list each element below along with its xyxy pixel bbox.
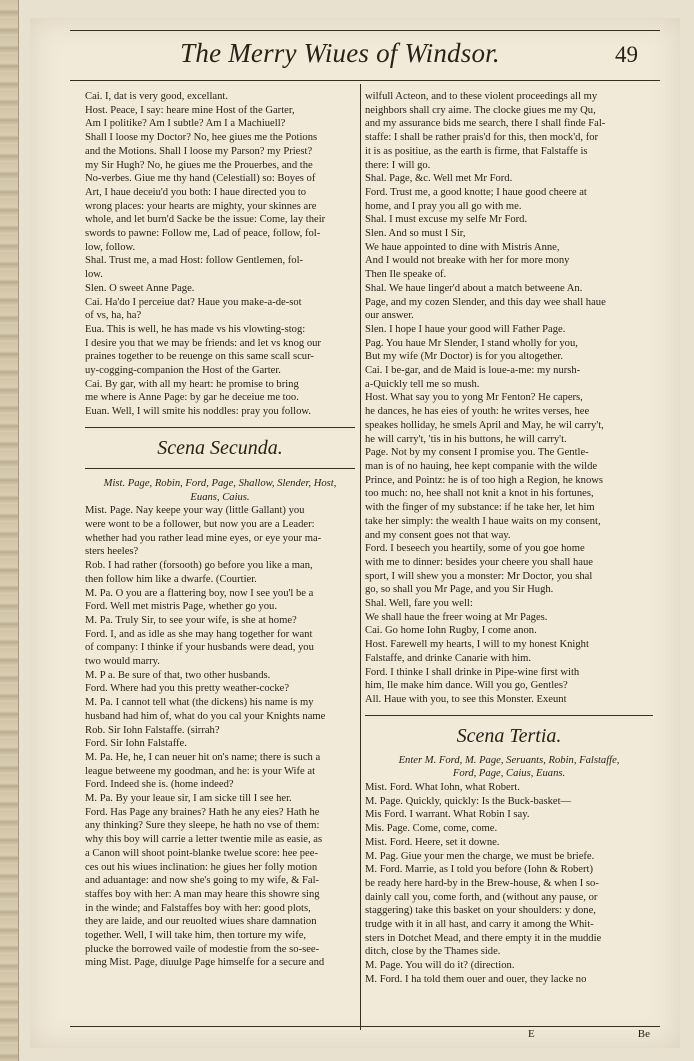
text-line: sters heeles?	[85, 546, 139, 558]
text-line: Ford. I beseech you heartily, some of you goe home	[365, 543, 585, 555]
text-line: wilfull Acteon, and to these violent proceedings all my	[365, 91, 598, 102]
text-line: Host. Farewell my hearts, I will to my honest Knight	[365, 639, 589, 651]
text-line: M. Pag. Giue your men the charge, we must be briefe.	[365, 850, 595, 862]
text-line: ditch, close by the Thames side.	[365, 946, 501, 958]
text-line: But my wife (Mr Doctor) is for you altogether.	[365, 351, 564, 363]
text-line: there: I will go.	[365, 159, 431, 171]
right-column-text-top	[365, 90, 653, 707]
text-line: he will carry't, 'tis in his buttons, he will carry't.	[365, 433, 567, 445]
text-line: trudge with it in all hast, and carry it among the Whit-	[365, 919, 594, 931]
text-line: and my consent goes not that way.	[365, 529, 511, 541]
text-line: Prince, and Pointz: he is of too high a Region, he knows	[365, 474, 604, 486]
text-line: ming Mist. Page, diuulge Page himselfe for a secure and	[85, 957, 325, 969]
text-line: M. Page. Quickly, quickly: Is the Buck-basket—	[365, 795, 572, 807]
text-line: me where is Anne Page: by gar he deceiue me too.	[85, 392, 299, 404]
text-line: swords to pawne: Follow me, Lad of peace, follow, fol-	[85, 228, 321, 240]
text-line: with me to dinner: besides your cheere you shall haue	[365, 556, 593, 568]
left-column-text-bottom	[85, 504, 355, 970]
text-line: wrong places: your hearts are mighty, your skinnes are	[85, 200, 317, 212]
text-line: staggering) take this basket on your shoulders: y done,	[365, 905, 596, 917]
text-line: Cai. I be-gar, and de Maid is loue-a-me: my nursh-	[365, 365, 581, 377]
text-line: Cai. I, dat is very good, excellant.	[85, 91, 228, 102]
text-line: Ford. Has Page any braines? Hath he any eies? Hath he	[85, 806, 320, 818]
text-line: Cai. Ha'do I perceiue dat? Haue you make-a-de-sot	[85, 296, 302, 308]
text-line: Mist. Ford. What Iohn, what Robert.	[365, 782, 520, 794]
text-line: Rob. Sir Iohn Falstaffe. (sirrah?	[85, 724, 220, 736]
scene-heading-tertia: Scena Tertia.	[456, 724, 562, 747]
text-line: it is as positiue, as the earth is firme, that Falstaffe is	[365, 145, 588, 157]
text-line: M. Pa. O you are a flattering boy, now I see you'l be a	[85, 587, 314, 599]
bottom-rule	[70, 1026, 660, 1027]
text-line: And I would not breake with her for more mony	[365, 255, 570, 267]
text-line: dainly call you, come forth, and (without any pause, or	[365, 891, 598, 903]
scene-divider	[85, 468, 355, 469]
stage-direction-entry	[365, 754, 653, 781]
text-line: sters in Dotchet Mead, and there empty it in the muddie	[365, 932, 602, 944]
text-line: they are laide, and our reuolted wiues share damnation	[85, 916, 317, 928]
text-line: Shal. Page, &c. Well met Mr Ford.	[365, 173, 513, 185]
text-line: Pag. You haue Mr Slender, I stand wholly for you,	[365, 337, 578, 349]
header-rule	[70, 80, 660, 81]
text-line: Then Ile speake of.	[365, 269, 447, 281]
text-line: then follow him like a dwarfe. (Courtier.	[85, 573, 257, 585]
text-line: Eua. This is well, he has made vs his vlowting-stog:	[85, 323, 306, 335]
text-line: and the Motions. Shall I loose my Parson? my Priest?	[85, 145, 313, 157]
text-line: praines together to be reuenge on this same scall scur-	[85, 351, 314, 363]
catchword: Be	[637, 1028, 650, 1040]
text-line: M. Pa. I cannot tell what (the dickens) his name is my	[85, 697, 314, 709]
text-line: Ford. Indeed she is. (home indeed?	[85, 779, 234, 791]
text-line: in the winde; and Falstaffes boy with her: good plots,	[85, 902, 311, 914]
text-line: together. Well, I will take him, then torture my wife,	[85, 930, 307, 942]
text-line: Slen. I hope I haue your good will Father Page.	[365, 323, 566, 335]
text-line: husband had him of, what do you cal your Knights name	[85, 710, 326, 722]
text-line: neighbors shall cry aime. The clocke giues me my Qu,	[365, 104, 596, 116]
text-line: We haue appointed to dine with Mistris Anne,	[365, 241, 560, 253]
text-line: Shal. Well, fare you well:	[365, 598, 473, 610]
text-line: a Canon will shoot point-blanke twelue score: hee pee-	[85, 847, 318, 859]
column-divider	[360, 84, 361, 1030]
text-line: our answer.	[365, 310, 414, 322]
text-line: Host. Peace, I say: heare mine Host of the Garter,	[85, 104, 295, 116]
text-line: why this boy will carrie a letter twentie mile as easie, as	[85, 834, 323, 846]
text-line: Mist. Page, Robin, Ford, Page, Shallow, Slender, Host,	[103, 477, 337, 489]
text-line: Ford. Where had you this pretty weather-cocke?	[85, 683, 290, 695]
text-line: he dances, he has eies of youth: he writes verses, hee	[365, 406, 590, 418]
text-line: plucke the borrowed vaile of modestie from the so-see-	[85, 943, 320, 955]
left-column-text-top	[85, 90, 355, 419]
text-line: Cai. By gar, with all my heart: he promise to bring	[85, 378, 299, 390]
text-line: Rob. I had rather (forsooth) go before you like a man,	[85, 560, 313, 572]
text-line: a-Quickly tell me so mush.	[365, 378, 480, 390]
book-page	[30, 18, 680, 1048]
text-line: sport, I will shew you a monster: Mr Doctor, you shal	[365, 570, 593, 582]
text-line: I desire you that we may be friends: and let vs knog our	[85, 337, 321, 349]
text-line: Euan. Well, I will smite his noddles: pray you follow.	[85, 406, 312, 418]
text-line: ces out his wiues inclination: he giues her folly motion	[85, 861, 318, 873]
scene-divider	[85, 427, 355, 428]
text-line: and my assurance bids me search, there I shall finde Fal-	[365, 118, 606, 130]
text-line: too much: no, hee shall not knit a knot in his fortunes,	[365, 488, 594, 500]
text-line: low.	[85, 269, 103, 281]
scene-divider	[365, 715, 653, 716]
text-line: take her simply: the wealth I haue waits on my consent,	[365, 515, 601, 527]
text-line: staffes boy with her: A man may heare this showre sing	[85, 888, 320, 900]
text-line: of company: I thinke if your husbands were dead, you	[85, 642, 314, 654]
text-line: All. Haue with you, to see this Monster. Exeunt	[365, 693, 567, 705]
text-line: Host. What say you to yong Mr Fenton? He capers,	[365, 392, 583, 404]
text-line: Cai. Go home Iohn Rugby, I come anon.	[365, 625, 537, 637]
text-line: home, and I pray you all go with me.	[365, 200, 522, 212]
text-line: Ford. I, and as idle as she may hang together for want	[85, 628, 313, 640]
text-line: be ready here hard-by in the Brew-house, & when I so-	[365, 877, 599, 889]
top-rule	[70, 30, 660, 31]
text-line: him, Ile make him dance. Will you go, Gentles?	[365, 680, 568, 692]
text-line: No-verbes. Giue me thy hand (Celestiall) so: Boyes of	[85, 173, 316, 185]
text-line: with the finger of my substance: if he take her, let him	[365, 502, 595, 514]
running-title: The Merry Wiues of Windsor.	[180, 38, 500, 68]
text-line: Shall I loose my Doctor? No, hee giues me the Potions	[85, 132, 318, 144]
text-line: Art, I haue deceiu'd you both: I haue directed you to	[85, 186, 307, 198]
text-line: Shal. Trust me, a mad Host: follow Gentlemen, fol-	[85, 255, 304, 267]
text-line: my Sir Hugh? No, he giues me the Prouerbes, and the	[85, 159, 313, 171]
text-line: Mist. Ford. Heere, set it downe.	[365, 836, 500, 848]
page-number: 49	[615, 42, 638, 67]
text-line: Ford, Page, Caius, Euans.	[452, 768, 566, 780]
text-line: M. Page. You will do it? (direction.	[365, 960, 515, 972]
text-line: staffe: I shall be rather prais'd for this, then mock'd, for	[365, 132, 599, 144]
text-line: Page. Not by my consent I promise you. The Gentle-	[365, 447, 589, 459]
text-line: were wont to be a follower, but now you are a Leader:	[85, 518, 315, 530]
right-column	[365, 90, 653, 1028]
text-line: Ford. Trust me, a good knotte; I haue good cheere at	[365, 186, 587, 198]
right-column-text-bottom	[365, 781, 653, 987]
text-line: uy-cogging-companion the Host of the Garter.	[85, 365, 281, 377]
signature-mark: E	[528, 1028, 535, 1040]
text-line: Shal. We haue linger'd about a match betweene An.	[365, 282, 583, 294]
text-line: two would marry.	[85, 656, 160, 668]
stage-direction-entry	[85, 477, 355, 504]
text-line: league betweene my goodman, and he: is your Wife at	[85, 765, 316, 777]
text-line: Page, and my cozen Slender, and this day wee shall haue	[365, 296, 606, 308]
text-line: and aduantage: and now she's going to my wife, & Fal-	[85, 875, 320, 887]
text-line: speakes holliday, he smels April and May, he wil carry't,	[365, 419, 604, 431]
text-line: man is of no hauing, hee kept companie with the wilde	[365, 460, 598, 472]
text-line: Euans, Caius.	[190, 491, 250, 503]
left-column	[85, 90, 355, 1028]
text-line: any thinking? Sure they sleepe, he hath no vse of them:	[85, 820, 320, 832]
text-line: Mist. Page. Nay keepe your way (little Gallant) you	[85, 505, 305, 517]
text-line: whether had you rather lead mine eyes, or eye your ma-	[85, 532, 322, 544]
text-line: of vs, ha, ha?	[85, 310, 142, 322]
text-line: Am I politike? Am I subtle? Am I a Machiuell?	[85, 118, 286, 130]
text-line: Enter M. Ford, M. Page, Seruants, Robin, Falstaffe,	[398, 754, 620, 766]
text-line: Mis Ford. I warrant. What Robin I say.	[365, 809, 530, 821]
text-line: M. P a. Be sure of that, two other husbands.	[85, 669, 271, 681]
text-line: go, so shall you Mr Page, and you Sir Hugh.	[365, 584, 554, 596]
text-line: M. Pa. Truly Sir, to see your wife, is she at home?	[85, 614, 297, 626]
text-line: Mis. Page. Come, come, come.	[365, 823, 498, 835]
text-line: Falstaffe, and drinke Canarie with him.	[365, 652, 532, 664]
book-binding-edge	[0, 0, 19, 1061]
text-line: M. Ford. I ha told them ouer and ouer, they lacke no	[365, 973, 587, 985]
text-line: We shall haue the freer woing at Mr Pages.	[365, 611, 548, 623]
scene-heading-secunda: Scena Secunda.	[157, 436, 283, 459]
text-line: Ford. I thinke I shall drinke in Pipe-wine first with	[365, 666, 580, 678]
text-line: Ford. Well met mistris Page, whether go you.	[85, 601, 277, 613]
text-line: Ford. Sir Iohn Falstaffe.	[85, 738, 187, 750]
text-line: low, follow.	[85, 241, 136, 253]
text-line: M. Pa. He, he, I can neuer hit on's name; there is such a	[85, 751, 321, 763]
text-line: whole, and let burn'd Sacke be the issue: Come, lay their	[85, 214, 326, 226]
text-line: Slen. O sweet Anne Page.	[85, 282, 195, 294]
text-line: M. Pa. By your leaue sir, I am sicke till I see her.	[85, 793, 292, 805]
text-line: Shal. I must excuse my selfe Mr Ford.	[365, 214, 528, 226]
text-line: M. Ford. Marrie, as I told you before (Iohn & Robert)	[365, 864, 594, 876]
text-line: Slen. And so must I Sir,	[365, 228, 466, 240]
